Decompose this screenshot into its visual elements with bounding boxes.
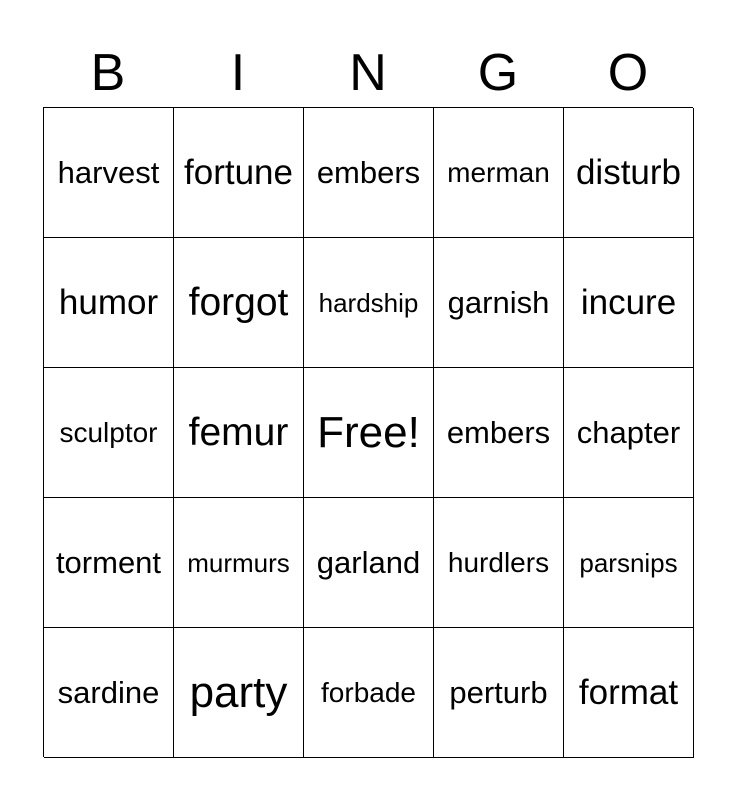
bingo-cell[interactable]: perturb <box>434 628 564 758</box>
header-letter-n: N <box>349 44 387 102</box>
bingo-cell[interactable]: forbade <box>304 628 434 758</box>
bingo-cell[interactable]: hardship <box>304 238 434 368</box>
bingo-cell[interactable]: format <box>564 628 694 758</box>
bingo-cell[interactable]: garnish <box>434 238 564 368</box>
bingo-cell[interactable]: incure <box>564 238 694 368</box>
bingo-cell[interactable]: sardine <box>44 628 174 758</box>
bingo-cell[interactable]: hurdlers <box>434 498 564 628</box>
bingo-cell[interactable]: fortune <box>174 108 304 238</box>
header-letter-b: B <box>90 44 126 102</box>
bingo-cell[interactable]: sculptor <box>44 368 174 498</box>
bingo-cell[interactable]: merman <box>434 108 564 238</box>
bingo-cell[interactable]: garland <box>304 498 434 628</box>
bingo-cell[interactable]: party <box>174 628 304 758</box>
bingo-cell[interactable]: embers <box>304 108 434 238</box>
header-letter-i: I <box>230 44 246 102</box>
bingo-cell[interactable]: femur <box>174 368 304 498</box>
bingo-cell[interactable]: parsnips <box>564 498 694 628</box>
bingo-cell[interactable]: disturb <box>564 108 694 238</box>
bingo-cell[interactable]: torment <box>44 498 174 628</box>
free-space-cell[interactable]: Free! <box>304 368 434 498</box>
bingo-cell[interactable]: humor <box>44 238 174 368</box>
header-letter-g: G <box>477 44 519 102</box>
bingo-cell[interactable]: harvest <box>44 108 174 238</box>
bingo-cell[interactable]: murmurs <box>174 498 304 628</box>
bingo-cell[interactable]: chapter <box>564 368 694 498</box>
bingo-header <box>43 40 693 106</box>
header-letter-o: O <box>607 44 649 102</box>
bingo-cell[interactable]: forgot <box>174 238 304 368</box>
bingo-board <box>43 107 693 757</box>
bingo-cell[interactable]: embers <box>434 368 564 498</box>
